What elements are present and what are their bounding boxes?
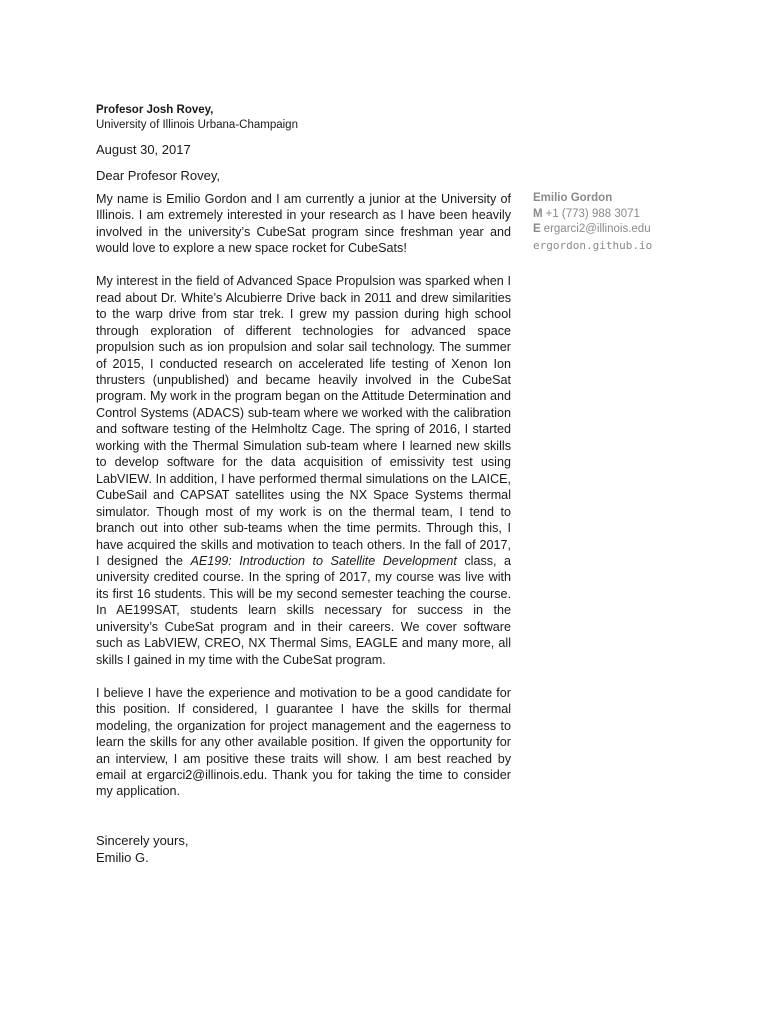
signature: Emilio G. bbox=[96, 849, 149, 865]
course-title: AE199: Introduction to Satellite Development bbox=[190, 554, 457, 569]
paragraph-conclusion: I believe I have the experience and motivation to be a good candidate for this position. If considered, I guarantee I have the skills for thermal modeling, the organization for project management and the eagerness to learn the skills for any other available position. If given the opportunity for an interview, I am positive these traits will show. I am best reached by email at ergarci2@illinois.edu. Thank you for taking the time to consider my application. bbox=[96, 685, 511, 799]
paragraph-experience-part1: My interest in the field of Advanced Space Propulsion was sparked when I read about Dr. White’s Alcubierre Drive back in 2011 and drew similarities to the warp drive from star trek. I grew my passion during high school through exploration of different technologies for advanced space propulsion such as ion propulsion and solar sail technology. The summer of 2015, I conducted research on accelerated life testing of Xenon Ion thrusters (unpublished) and became heavily involved in the CubeSat program. My work in the program began on the Attitude Determination and Control Systems (ADACS) sub-team where we worked with the calibration and software testing of the Helmholtz Cage. The spring of 2016, I started working with the Thermal Simulation sub-team where I learned new skills to develop software for the data acquisition of emissivity test using LabVIEW. In addition, I have performed thermal simulations on the LAICE, CubeSail and CAPSAT satellites using the NX Space Systems thermal simulator. Though most of my work is on the thermal team, I tend to branch out into other sub-teams when the time permits. Through this, I have acquired the skills and motivation to teach others. In the fall of 2017, I designed the bbox=[96, 274, 511, 569]
recipient-block bbox=[96, 103, 298, 133]
sender-email-row bbox=[533, 222, 652, 238]
sender-info bbox=[533, 191, 652, 253]
letter-date: August 30, 2017 bbox=[96, 142, 191, 157]
sender-website: ergordon.github.io bbox=[533, 238, 653, 252]
paragraph-intro: My name is Emilio Gordon and I am currently a junior at the University of Illinois. I am extremely interested in your research as I have been heavily involved in the university’s CubeSat program since freshman year and would love to explore a new space rocket for CubeSats! bbox=[96, 192, 511, 256]
sender-name: Emilio Gordon bbox=[533, 192, 613, 204]
letter-body bbox=[96, 191, 511, 816]
sender-mobile: +1 (773) 988 3071 bbox=[545, 207, 640, 220]
mobile-label: M bbox=[533, 207, 543, 220]
email-label: E bbox=[533, 223, 541, 235]
sender-mobile-row bbox=[533, 207, 652, 223]
paragraph-experience-part2: class, a university credited course. In the spring of 2017, my course was live with its first 16 students. This will be my second semester teaching the course. In AE199SAT, students learn skills necessary for success in the university’s CubeSat program and in their careers. We cover software such as LabVIEW, CREO, NX Thermal Sims, EAGLE and many more, all skills I gained in my time with the CubeSat program. bbox=[96, 554, 512, 667]
sender-email: ergarci2@illinois.edu bbox=[543, 223, 651, 235]
salutation: Dear Profesor Rovey, bbox=[96, 168, 221, 183]
closing-block bbox=[96, 833, 188, 866]
paragraph-experience bbox=[96, 273, 511, 668]
recipient-organization: University of Illinois Urbana-Champaign bbox=[96, 119, 298, 131]
recipient-name: Profesor Josh Rovey, bbox=[96, 104, 214, 116]
closing-phrase: Sincerely yours, bbox=[96, 833, 189, 848]
